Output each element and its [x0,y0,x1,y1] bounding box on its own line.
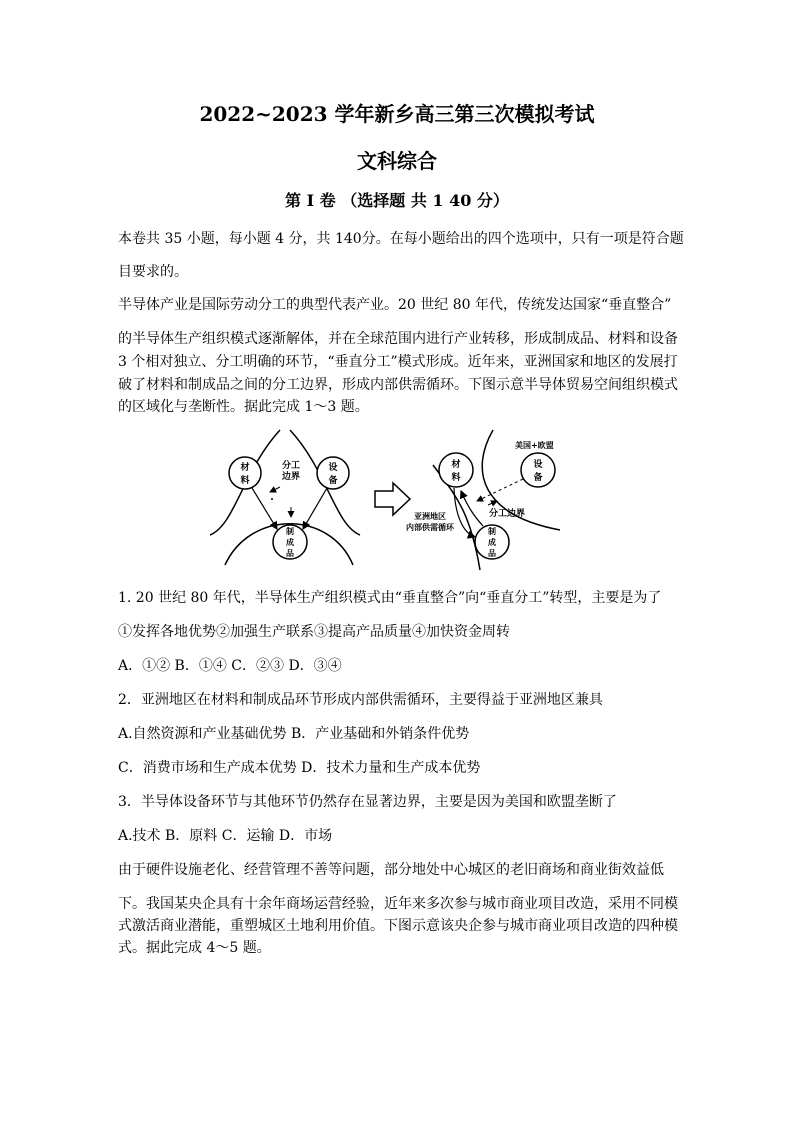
passage1-line-2: 的半导体生产组织模式逐渐解体，并在全球范围内进行产业转移，形成制成品、材料和设备 [118,331,678,347]
left-boundary-label2: 边界 [281,472,301,482]
left-equipment-char1: 设 [328,463,338,473]
right-products-char1: 制 [488,526,496,536]
q3-stem: 3．半导体设备环节与其他环节仍然存在显著边界，主要是因为美国和欧盟垄断了 [118,794,617,810]
passage2-line-4: 式。据此完成 4～5 题。 [118,940,271,956]
q1-stem: 1. 20 世纪 80 年代，半导体生产组织模式由“垂直整合”向“垂直分工”转型，主要是为了 [118,590,662,606]
q2-stem: 2．亚洲地区在材料和制成品环节形成内部供需循环，主要得益于亚洲地区兼具 [118,692,603,708]
q1-options: A．①② B．①④ C．②③ D．③④ [118,658,342,674]
passage2-line-1: 由于硬件设施老化、经营管理不善等问题，部分地处中心城区的老旧商场和商业街效益低 [118,862,664,878]
section-heading: 第 I 卷 （选择题 共 1 40 分） [285,191,509,210]
instructions-line-1: 本卷共 35 小题，每小题 4 分，共 140分。在每小题给出的四个选项中，只有一项是符合题 [118,231,684,247]
passage1-line-4: 破了材料和制成品之间的分工边界，形成内部供需循环。下图示意半导体贸易空间组织模式 [118,377,678,393]
q3-options: A.技术 B．原料 C．运输 D．市场 [118,828,333,844]
right-equipment-char2: 备 [533,473,543,483]
right-products-char2: 成 [488,537,496,547]
instructions-line-2: 目要求的。 [118,264,188,280]
exam-subject: 文科综合 [357,149,437,173]
passage1-line-1: 半导体产业是国际劳动分工的典型代表产业。20 世纪 80 年代，传统发达国家“垂直整合” [118,297,672,313]
left-materials-char1: 材 [240,463,250,473]
transition-arrow [375,483,410,515]
passage2-line-3: 式激活商业潜能，重塑城区土地利用价值。下图示意该央企参与城市商业项目改造的四种模 [118,918,678,934]
q2-options-cd: C．消费市场和生产成本优势 D．技术力量和生产成本优势 [118,760,481,776]
right-materials-char2: 料 [451,473,461,483]
left-equipment-char2: 备 [328,476,338,486]
q2-options-ab: A.自然资源和产业基础优势 B．产业基础和外销条件优势 [118,726,470,742]
right-boundary-label: 分工边界 [489,509,526,519]
right-materials-char1: 材 [451,460,461,470]
q1-items: ①发挥各地优势②加强生产联系③提高产品质量④加快资金周转 [118,624,510,640]
passage1-line-3: 3 个相对独立、分工明确的环节，“垂直分工”模式形成。近年来，亚洲国家和地区的发展打 [118,354,678,370]
passage2-line-2: 下。我国某央企具有十余年商场运营经验，近年来多次参与城市商业项目改造，采用不同模 [118,896,678,912]
passage1-line-5: 的区域化与垄断性。据此完成 1～3 题。 [118,399,369,415]
asia-label-2: 内部供需循环 [406,522,454,532]
left-materials-char2: 料 [240,476,250,486]
diagram-svg [205,425,565,575]
right-products-char3: 品 [488,548,496,558]
left-products-char2: 成 [286,537,294,547]
asia-label-1: 亚洲地区 [414,511,446,521]
semiconductor-diagram [205,425,565,575]
left-boundary-label1: 分工 [281,461,301,471]
exam-title: 2022~2023 学年新乡高三第三次模拟考试 [199,102,595,126]
right-equipment-char1: 设 [533,460,543,470]
left-products-char1: 制 [286,526,294,536]
left-products-char3: 品 [286,548,294,558]
us-eu-label: 美国+欧盟 [515,440,554,450]
